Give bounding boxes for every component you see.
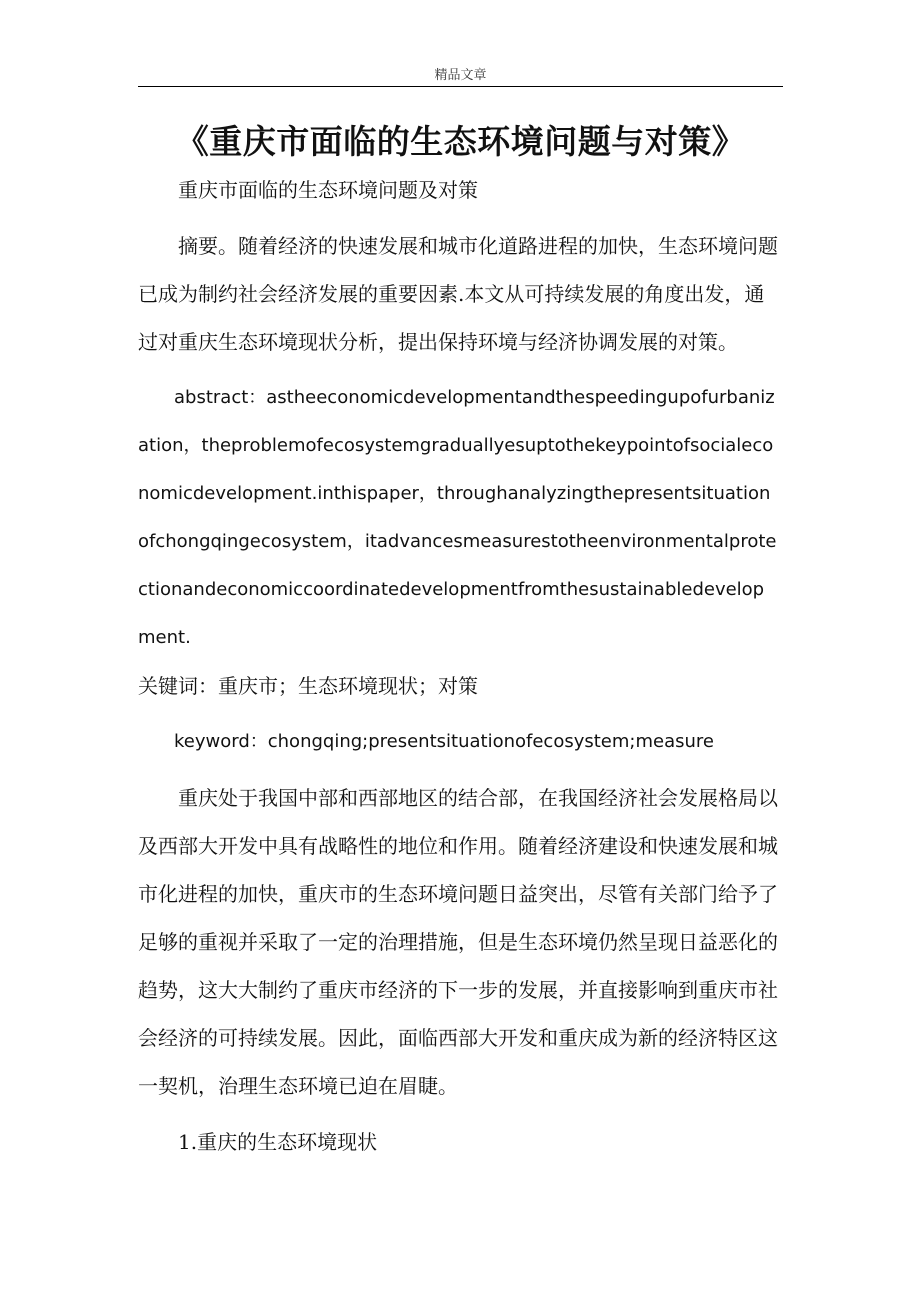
running-header: 精品文章 [434, 68, 487, 83]
body-paragraph: 重庆处于我国中部和西部地区的结合部，在我国经济社会发展格局以及西部大开发中具有战略性的地位和作用。随着经济建设和快速发展和城市化进程的加快，重庆市的生态环境问题日益突出，尽管有关部门给予了足够的重视并采取了一定的治理措施，但是生态环境仍然呈现日益恶化的趋势，这大大制约了重庆市经济的下一步的发展，并直接影响到重庆市社会经济的可持续发展。因此，面临西部大开发和重庆成为新的经济特区这一契机，治理生态环境已迫在眉睫。 [138, 786, 778, 1098]
keywords-chinese: 关键词：重庆市；生态环境现状；对策 [138, 674, 478, 698]
subtitle: 重庆市面临的生态环境问题及对策 [178, 178, 478, 202]
document-title: 《重庆市面临的生态环境问题与对策》 [175, 122, 746, 161]
keywords-english: keyword：chongqing;presentsituationofecosystem;measure [174, 731, 714, 752]
abstract-english: abstract：astheeconomicdevelopmentandthespeedingupofurbanization，theproblemofecosystemgraduallyesuptothekeypointofsocialeconomicdevelopment.inthispaper，throughanalyzingthepresentsituationofchongqingecosystem，itadvancesmeasurestotheenvironmentalprotectionandeconomiccoordinatedevelopmentfromthesustainabledevelopment. [138, 387, 777, 648]
header-rule [138, 86, 783, 87]
document-body [138, 166, 778, 1166]
section-heading: 1.重庆的生态环境现状 [178, 1130, 378, 1154]
abstract-chinese: 摘要。随着经济的快速发展和城市化道路进程的加快，生态环境问题已成为制约社会经济发展的重要因素.本文从可持续发展的角度出发，通过对重庆生态环境现状分析，提出保持环境与经济协调发展的对策。 [138, 234, 778, 354]
